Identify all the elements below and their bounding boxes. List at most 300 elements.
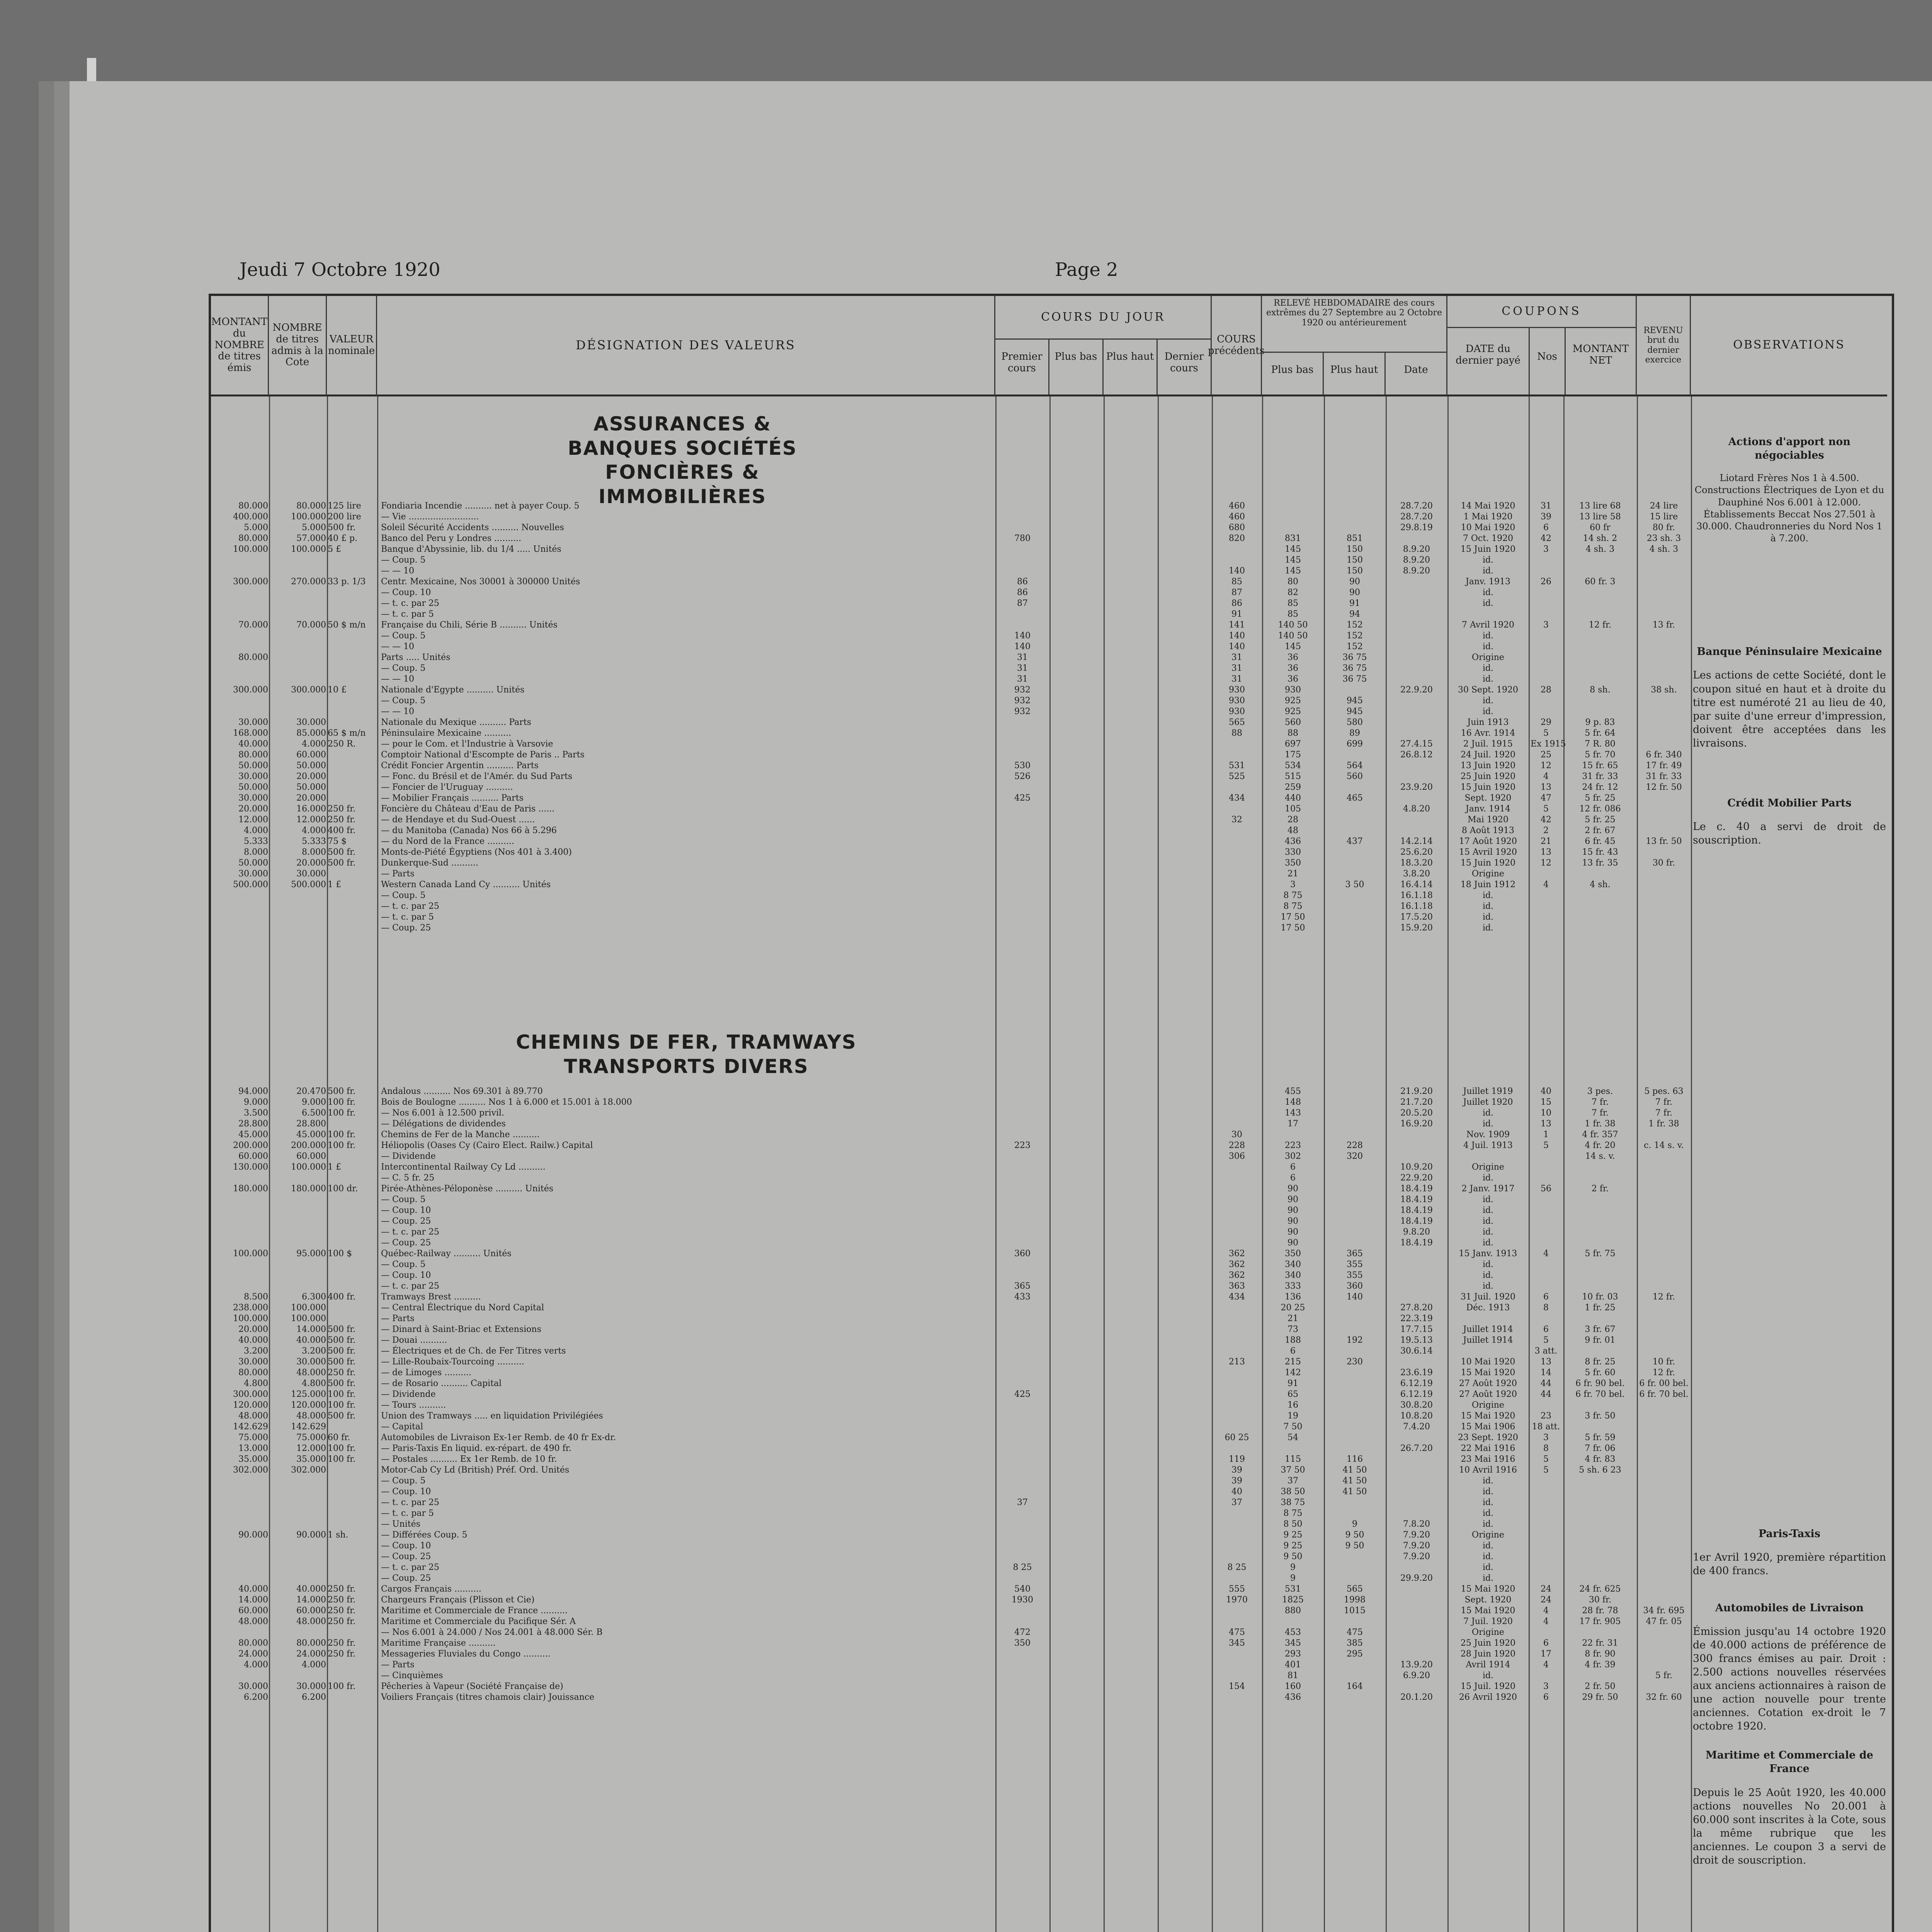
montant-cell: 50.000 xyxy=(238,761,268,770)
releve-bas-cell: 9 xyxy=(1290,1573,1296,1583)
releve-haut-cell: 36 75 xyxy=(1342,674,1367,684)
montant-cell: 60.000 xyxy=(238,1151,268,1161)
designation-cell: — — 10 xyxy=(381,642,414,651)
precedent-cell: 213 xyxy=(1229,1357,1245,1367)
montant-cell: 9.000 xyxy=(244,1097,268,1107)
montant-cell: 142.629 xyxy=(233,1422,268,1432)
releve-date-cell: 20.5.20 xyxy=(1400,1108,1433,1118)
premier-cell: 780 xyxy=(1014,534,1031,543)
coupon-date-cell: id. xyxy=(1482,1119,1494,1129)
obs-5-text: Depuis le 25 Août 1920, les 40.000 actions nouvelles No 20.001 à 60.000 sont inscrites à la Cote, sous la même rubrique que les anciennes. Le coupon 3 a servi de droit de souscription. xyxy=(1693,1786,1886,1867)
nombre-cell: 12.000 xyxy=(296,815,326,825)
premier-cell: 140 xyxy=(1014,631,1031,641)
montant-cell: 30.000 xyxy=(238,1357,268,1367)
coupon-date-cell: id. xyxy=(1482,1195,1494,1204)
revenu-cell: 6 fr. 00 bel. xyxy=(1639,1379,1689,1388)
releve-date-cell: 16.1.18 xyxy=(1400,891,1433,900)
releve-haut-cell: 699 xyxy=(1347,739,1363,749)
designation-cell: — du Nord de la France .......... xyxy=(381,837,514,846)
designation-cell: Fondiaria Incendie .......... net à payer Coup. 5 xyxy=(381,501,580,511)
coupon-num-cell: 4 xyxy=(1543,880,1549,889)
releve-date-cell: 18.4.19 xyxy=(1400,1206,1433,1215)
valeur-cell: 100 fr. xyxy=(328,1389,356,1399)
nombre-cell: 100.000 xyxy=(291,1314,326,1323)
coupon-date-cell: id. xyxy=(1482,1671,1494,1680)
releve-date-cell: 14.2.14 xyxy=(1400,837,1433,846)
coupon-date-cell: 13 Juin 1920 xyxy=(1460,761,1516,770)
premier-cell: 433 xyxy=(1014,1292,1031,1302)
montant-cell: 4.000 xyxy=(244,826,268,835)
montant-cell: 180.000 xyxy=(233,1184,268,1194)
montant-cell: 500.000 xyxy=(233,880,268,889)
designation-cell: — t. c. par 25 xyxy=(381,599,439,608)
montant-cell: 130.000 xyxy=(233,1162,268,1172)
designation-cell: Crédit Foncier Argentin .......... Parts xyxy=(381,761,539,770)
premier-cell: 932 xyxy=(1014,707,1031,716)
montant-cell: 300.000 xyxy=(233,1389,268,1399)
releve-date-cell: 15.9.20 xyxy=(1400,923,1433,933)
releve-bas-cell: 7 50 xyxy=(1283,1422,1303,1432)
releve-date-cell: 10.8.20 xyxy=(1400,1411,1433,1421)
valeur-cell: 100 fr. xyxy=(328,1108,356,1118)
nombre-cell: 35.000 xyxy=(296,1454,326,1464)
montant-cell: 400.000 xyxy=(233,512,268,522)
col-releve-date: Date xyxy=(1404,364,1428,376)
designation-cell: Pêcheries à Vapeur (Société Française de) xyxy=(381,1682,563,1691)
coupon-date-cell: id. xyxy=(1482,1476,1494,1486)
releve-haut-cell: 36 75 xyxy=(1342,663,1367,673)
coupon-num-cell: 4 xyxy=(1543,1617,1549,1626)
coupon-date-cell: id. xyxy=(1482,1563,1494,1572)
valeur-cell: 1 sh. xyxy=(328,1530,349,1540)
coupon-num-cell: 14 xyxy=(1541,1368,1551,1378)
nombre-cell: 4.000 xyxy=(302,1660,326,1670)
montant-net-cell: 3 fr. 50 xyxy=(1585,1411,1616,1421)
premier-cell: 932 xyxy=(1014,685,1031,695)
montant-cell: 60.000 xyxy=(238,1606,268,1616)
valeur-cell: 500 fr. xyxy=(328,1087,356,1096)
montant-net-cell: 4 fr. 39 xyxy=(1585,1660,1616,1670)
premier-cell: 31 xyxy=(1017,674,1028,684)
coupon-date-cell: Origine xyxy=(1472,869,1504,879)
coupon-num-cell: 18 att. xyxy=(1532,1422,1560,1432)
releve-haut-cell: 90 xyxy=(1349,588,1360,597)
col-releve-haut: Plus haut xyxy=(1324,353,1386,395)
precedent-cell: 140 xyxy=(1229,566,1245,576)
valeur-cell: 400 fr. xyxy=(328,1292,356,1302)
coupon-num-cell: 8 xyxy=(1543,1444,1549,1453)
premier-cell: 87 xyxy=(1017,599,1028,608)
designation-cell: Parts ..... Unités xyxy=(381,653,451,662)
obs-4-title: Automobiles de Livraison xyxy=(1715,1602,1864,1614)
montant-net-cell: 8 sh. xyxy=(1590,685,1611,695)
releve-bas-cell: 91 xyxy=(1287,1379,1298,1388)
releve-date-cell: 13.9.20 xyxy=(1400,1660,1433,1670)
designation-cell: Soleil Sécurité Accidents .......... Nouvelles xyxy=(381,523,564,532)
releve-bas-cell: 38 50 xyxy=(1281,1487,1305,1497)
valeur-cell: 400 fr. xyxy=(328,826,356,835)
montant-cell: 20.000 xyxy=(238,804,268,814)
releve-haut-cell: 36 75 xyxy=(1342,653,1367,662)
coupon-date-cell: id. xyxy=(1482,555,1494,565)
precedent-cell: 930 xyxy=(1229,696,1245,706)
valeur-cell: 250 fr. xyxy=(328,1617,356,1626)
montant-net-cell: 6 fr. 45 xyxy=(1585,837,1616,846)
montant-net-cell: 29 fr. 50 xyxy=(1582,1692,1618,1702)
col-designation: DÉSIGNATION DES VALEURS xyxy=(377,296,995,396)
premier-cell: 37 xyxy=(1017,1498,1028,1507)
valeur-cell: 500 fr. xyxy=(328,523,356,532)
releve-date-cell: 18.4.19 xyxy=(1400,1216,1433,1226)
releve-date-cell: 18.3.20 xyxy=(1400,858,1433,868)
coupon-num-cell: 6 xyxy=(1543,1292,1549,1302)
coupon-num-cell: 26 xyxy=(1541,577,1551,587)
section-title-chemins-de-fer: CHEMINS DE FER, TRAMWAYS TRANSPORTS DIVERS xyxy=(516,1031,857,1078)
coupon-num-cell: 23 xyxy=(1541,1411,1551,1421)
releve-haut-cell: 851 xyxy=(1347,534,1363,543)
premier-cell: 365 xyxy=(1014,1281,1031,1291)
designation-cell: — Douai .......... xyxy=(381,1335,447,1345)
releve-bas-cell: 340 xyxy=(1285,1260,1301,1269)
releve-bas-cell: 105 xyxy=(1285,804,1301,814)
premier-cell: 540 xyxy=(1014,1584,1031,1594)
montant-net-cell: 15 fr. 43 xyxy=(1582,847,1618,857)
header-page-number: Page 2 xyxy=(1055,259,1118,281)
premier-cell: 932 xyxy=(1014,696,1031,706)
coupon-num-cell: 42 xyxy=(1541,815,1551,825)
releve-date-cell: 27.8.20 xyxy=(1400,1303,1433,1313)
nombre-cell: 75.000 xyxy=(296,1433,326,1442)
coupon-num-cell: 5 xyxy=(1543,728,1549,738)
montant-net-cell: 60 fr xyxy=(1590,523,1611,532)
coupon-num-cell: 6 xyxy=(1543,1692,1549,1702)
coupon-num-cell: 4 xyxy=(1543,1606,1549,1616)
revenu-cell: 47 fr. 05 xyxy=(1646,1617,1682,1626)
coupon-num-cell: 13 xyxy=(1541,847,1551,857)
valeur-cell: 250 fr. xyxy=(328,1595,356,1605)
coupon-num-cell: 4 xyxy=(1543,772,1549,781)
revenu-cell: c. 14 s. v. xyxy=(1644,1141,1684,1150)
nombre-cell: 100.000 xyxy=(291,512,326,522)
releve-bas-cell: 90 xyxy=(1287,1195,1298,1204)
releve-bas-cell: 143 xyxy=(1285,1108,1301,1118)
releve-bas-cell: 9 25 xyxy=(1283,1530,1303,1540)
coupon-date-cell: 14 Mai 1920 xyxy=(1461,501,1515,511)
montant-cell: 80.000 xyxy=(238,653,268,662)
coupon-num-cell: 5 xyxy=(1543,1335,1549,1345)
valeur-cell: 100 fr. xyxy=(328,1444,356,1453)
revenu-cell: 17 fr. 49 xyxy=(1646,761,1682,770)
coupon-num-cell: 3 att. xyxy=(1534,1346,1558,1356)
montant-cell: 20.000 xyxy=(238,1325,268,1334)
designation-cell: Voiliers Français (titres chamois clair) Jouissance xyxy=(381,1692,595,1702)
designation-cell: — Coup. 5 xyxy=(381,1260,426,1269)
montant-net-cell: 7 R. 80 xyxy=(1585,739,1616,749)
releve-haut-cell: 140 xyxy=(1347,1292,1363,1302)
releve-haut-cell: 385 xyxy=(1347,1638,1363,1648)
releve-bas-cell: 3 xyxy=(1290,880,1296,889)
releve-date-cell: 7.4.20 xyxy=(1403,1422,1430,1432)
coupon-date-cell: 15 Avril 1920 xyxy=(1459,847,1517,857)
designation-cell: Nationale du Mexique .......... Parts xyxy=(381,718,531,727)
montant-net-cell: 5 fr. 70 xyxy=(1585,750,1616,760)
releve-haut-cell: 90 xyxy=(1349,577,1360,587)
designation-cell: Intercontinental Railway Cy Ld .......... xyxy=(381,1162,546,1172)
coupon-num-cell: 29 xyxy=(1541,718,1551,727)
designation-cell: — Nos 6.001 à 12.500 privil. xyxy=(381,1108,504,1118)
designation-cell: — — 10 xyxy=(381,707,414,716)
coupon-date-cell: 7 Avril 1920 xyxy=(1462,620,1514,630)
header-date: Jeudi 7 Octobre 1920 xyxy=(240,259,440,281)
releve-bas-cell: 6 xyxy=(1290,1162,1296,1172)
coupon-date-cell: id. xyxy=(1482,1173,1494,1183)
valeur-cell: 250 R. xyxy=(328,739,356,749)
releve-bas-cell: 293 xyxy=(1285,1649,1301,1659)
montant-net-cell: 6 fr. 90 bel. xyxy=(1575,1379,1625,1388)
designation-cell: Nationale d'Egypte .......... Unités xyxy=(381,685,525,695)
valeur-cell: 500 fr. xyxy=(328,858,356,868)
releve-title: RELEVÉ HEBDOMADAIRE des cours extrêmes du 27 Septembre au 2 Octobre 1920 ou antérieurement xyxy=(1262,296,1446,353)
montant-cell: 70.000 xyxy=(238,620,268,630)
designation-cell: — t. c. par 25 xyxy=(381,1227,439,1237)
releve-bas-cell: 455 xyxy=(1285,1087,1301,1096)
coupon-date-cell: id. xyxy=(1482,1260,1494,1269)
obs-2-title: Crédit Mobilier Parts xyxy=(1727,797,1852,809)
coupon-date-cell: 16 Avr. 1914 xyxy=(1461,728,1515,738)
coupon-date-cell: id. xyxy=(1482,1206,1494,1215)
releve-bas-cell: 534 xyxy=(1285,761,1301,770)
montant-net-cell: 28 fr. 78 xyxy=(1582,1606,1618,1616)
coupon-num-cell: 10 xyxy=(1541,1108,1551,1118)
montant-net-cell: 6 fr. 70 bel. xyxy=(1575,1389,1625,1399)
designation-cell: — t. c. par 25 xyxy=(381,1281,439,1291)
premier-cell: 8 25 xyxy=(1013,1563,1032,1572)
releve-date-cell: 16.9.20 xyxy=(1400,1119,1433,1129)
releve-bas-cell: 90 xyxy=(1287,1206,1298,1215)
releve-date-cell: 16.4.14 xyxy=(1400,880,1433,889)
valeur-cell: 250 fr. xyxy=(328,804,356,814)
revenu-cell: 4 sh. 3 xyxy=(1649,544,1679,554)
montant-cell: 300.000 xyxy=(233,577,268,587)
designation-cell: — — 10 xyxy=(381,566,414,576)
valeur-cell: 1 £ xyxy=(328,880,341,889)
precedent-cell: 362 xyxy=(1229,1270,1245,1280)
coupon-date-cell: 24 Juil. 1920 xyxy=(1460,750,1516,760)
releve-bas-cell: 880 xyxy=(1285,1606,1301,1616)
releve-haut-cell: 365 xyxy=(1347,1249,1363,1259)
coupon-date-cell: 25 Juin 1920 xyxy=(1460,1638,1516,1648)
coupon-date-cell: 18 Juin 1912 xyxy=(1460,880,1516,889)
precedent-cell: 345 xyxy=(1229,1638,1245,1648)
designation-cell: — Paris-Taxis En liquid. ex-répart. de 490 fr. xyxy=(381,1444,571,1453)
releve-bas-cell: 65 xyxy=(1287,1389,1298,1399)
designation-cell: — de Hendaye et du Sud-Ouest ...... xyxy=(381,815,535,825)
releve-bas-cell: 148 xyxy=(1285,1097,1301,1107)
releve-haut-cell: 41 50 xyxy=(1342,1487,1367,1497)
coupon-date-cell: id. xyxy=(1482,663,1494,673)
releve-haut-cell: 360 xyxy=(1347,1281,1363,1291)
releve-haut-cell: 94 xyxy=(1349,609,1360,619)
nombre-cell: 60.000 xyxy=(296,1151,326,1161)
designation-cell: — Parts xyxy=(381,1660,415,1670)
coupon-date-cell: 8 Août 1913 xyxy=(1461,826,1515,835)
coupon-num-cell: 6 xyxy=(1543,523,1549,532)
coupon-num-cell: 3 xyxy=(1543,1433,1549,1442)
revenu-cell: 1 fr. 38 xyxy=(1648,1119,1679,1129)
premier-cell: 350 xyxy=(1014,1638,1031,1648)
premier-cell: 31 xyxy=(1017,653,1028,662)
coupon-date-cell: id. xyxy=(1482,923,1494,933)
montant-net-cell: 30 fr. xyxy=(1588,1595,1612,1605)
col-cours-precedents: COURS précédents xyxy=(1212,296,1262,396)
coupon-date-cell: 22 Mai 1916 xyxy=(1461,1444,1515,1453)
releve-date-cell: 22.9.20 xyxy=(1400,1173,1433,1183)
valeur-cell: 100 fr. xyxy=(328,1141,356,1150)
releve-bas-cell: 223 xyxy=(1285,1141,1301,1150)
montant-cell: 45.000 xyxy=(238,1130,268,1139)
coupon-date-cell: Origine xyxy=(1472,1162,1504,1172)
col-dernier: Dernier cours xyxy=(1164,351,1204,374)
precedent-cell: 87 xyxy=(1231,588,1242,597)
designation-cell: — Coup. 25 xyxy=(381,923,431,933)
valeur-cell: 500 fr. xyxy=(328,1411,356,1421)
coupon-date-cell: 4 Juil. 1913 xyxy=(1463,1141,1513,1150)
precedent-cell: 363 xyxy=(1229,1281,1245,1291)
coupon-date-cell: Sept. 1920 xyxy=(1464,793,1512,803)
designation-cell: Tramways Brest .......... xyxy=(381,1292,481,1302)
nombre-cell: 14.000 xyxy=(296,1595,326,1605)
releve-bas-cell: 80 xyxy=(1287,577,1298,587)
releve-date-cell: 7.9.20 xyxy=(1403,1541,1430,1551)
releve-bas-cell: 925 xyxy=(1285,707,1301,716)
designation-cell: Western Canada Land Cy .......... Unités xyxy=(381,880,551,889)
nombre-cell: 40.000 xyxy=(296,1584,326,1594)
montant-cell: 3.500 xyxy=(244,1108,268,1118)
precedent-cell: 434 xyxy=(1229,793,1245,803)
releve-date-cell: 7.9.20 xyxy=(1403,1552,1430,1561)
valeur-cell: 1 £ xyxy=(328,1162,341,1172)
coupon-date-cell: id. xyxy=(1482,1238,1494,1248)
coupon-date-cell: 10 Mai 1920 xyxy=(1461,1357,1515,1367)
coupon-date-cell: id. xyxy=(1482,599,1494,608)
releve-date-cell: 26.8.12 xyxy=(1400,750,1433,760)
nombre-cell: 4.000 xyxy=(302,739,326,749)
designation-cell: Banco del Peru y Londres .......... xyxy=(381,534,521,543)
valeur-cell: 100 fr. xyxy=(328,1400,356,1410)
valeur-cell: 125 lire xyxy=(328,501,361,511)
precedent-cell: 8 25 xyxy=(1227,1563,1247,1572)
coupon-date-cell: Janv. 1913 xyxy=(1466,577,1510,587)
designation-cell: — Coup. 5 xyxy=(381,1195,426,1204)
premier-cell: 472 xyxy=(1014,1628,1031,1637)
nombre-cell: 50.000 xyxy=(296,782,326,792)
montant-cell: 100.000 xyxy=(233,544,268,554)
premier-cell: 1930 xyxy=(1012,1595,1033,1605)
releve-haut-cell: 152 xyxy=(1347,631,1363,641)
coupon-num-cell: 12 xyxy=(1541,858,1551,868)
revenu-cell: 24 lire xyxy=(1650,501,1678,511)
releve-haut-cell: 150 xyxy=(1347,544,1363,554)
montant-net-cell: 2 fr. 50 xyxy=(1585,1682,1616,1691)
precedent-cell: 31 xyxy=(1231,663,1242,673)
coupon-date-cell: id. xyxy=(1482,1519,1494,1529)
designation-cell: — Vie .......................... xyxy=(381,512,479,522)
montant-cell: 300.000 xyxy=(233,685,268,695)
releve-haut-cell: 295 xyxy=(1347,1649,1363,1659)
releve-date-cell: 20.1.20 xyxy=(1400,1692,1433,1702)
montant-cell: 200.000 xyxy=(233,1141,268,1150)
designation-cell: Centr. Mexicaine, Nos 30001 à 300000 Unités xyxy=(381,577,580,587)
coupon-date-cell: 23 Mai 1916 xyxy=(1461,1454,1515,1464)
col-montant: MONTANT du NOMBRE de titres émis xyxy=(211,296,269,396)
nombre-cell: 28.800 xyxy=(296,1119,326,1129)
montant-cell: 48.000 xyxy=(238,1617,268,1626)
releve-bas-cell: 6 xyxy=(1290,1346,1296,1356)
coupon-num-cell: 39 xyxy=(1541,512,1551,522)
releve-haut-cell: 192 xyxy=(1347,1335,1363,1345)
montant-net-cell: 4 sh. xyxy=(1590,880,1611,889)
releve-haut-cell: 150 xyxy=(1347,566,1363,576)
premier-cell: 360 xyxy=(1014,1249,1031,1259)
releve-bas-cell: 401 xyxy=(1285,1660,1301,1670)
coupon-num-cell: 5 xyxy=(1543,1465,1549,1475)
releve-haut-cell: 9 xyxy=(1352,1519,1357,1529)
valeur-cell: 100 dr. xyxy=(328,1184,358,1194)
montant-net-cell: 7 fr. xyxy=(1591,1097,1609,1107)
coupon-date-cell: 7 Juil. 1920 xyxy=(1463,1617,1513,1626)
montant-net-cell: 12 fr. xyxy=(1588,620,1612,630)
releve-bas-cell: 115 xyxy=(1285,1454,1301,1464)
nombre-cell: 4.800 xyxy=(302,1379,326,1388)
releve-bas-cell: 8 75 xyxy=(1283,891,1303,900)
releve-haut-cell: 560 xyxy=(1347,772,1363,781)
montant-cell: 24.000 xyxy=(238,1649,268,1659)
valeur-cell: 500 fr. xyxy=(328,847,356,857)
montant-cell: 6.200 xyxy=(244,1692,268,1702)
montant-net-cell: 5 fr. 60 xyxy=(1585,1368,1616,1378)
nombre-cell: 270.000 xyxy=(291,577,326,587)
designation-cell: Héliopolis (Oases Cy (Cairo Elect. Railw.) Capital xyxy=(381,1141,593,1150)
designation-cell: — Délégations de dividendes xyxy=(381,1119,506,1129)
releve-date-cell: 8.9.20 xyxy=(1403,544,1430,554)
releve-bas-cell: 19 xyxy=(1287,1411,1298,1421)
releve-bas-cell: 9 xyxy=(1290,1563,1296,1572)
nombre-cell: 95.000 xyxy=(296,1249,326,1259)
newspaper-page xyxy=(70,81,1932,1932)
coupon-num-cell: 12 xyxy=(1541,761,1551,770)
releve-bas-cell: 145 xyxy=(1285,566,1301,576)
revenu-cell: 5 pes. 63 xyxy=(1644,1087,1684,1096)
precedent-cell: 930 xyxy=(1229,685,1245,695)
releve-bas-cell: 142 xyxy=(1285,1368,1301,1378)
releve-haut-cell: 164 xyxy=(1347,1682,1363,1691)
nombre-cell: 50.000 xyxy=(296,761,326,770)
precedent-cell: 40 xyxy=(1231,1487,1242,1497)
releve-bas-cell: 17 xyxy=(1287,1119,1298,1129)
nombre-cell: 4.000 xyxy=(302,826,326,835)
releve-haut-cell: 230 xyxy=(1347,1357,1363,1367)
releve-date-cell: 25.6.20 xyxy=(1400,847,1433,857)
coupon-num-cell: 5 xyxy=(1543,1454,1549,1464)
designation-cell: — Coup. 5 xyxy=(381,631,426,641)
releve-bas-cell: 160 xyxy=(1285,1682,1301,1691)
releve-haut-cell: 565 xyxy=(1347,1584,1363,1594)
montant-net-cell: 3 fr. 67 xyxy=(1585,1325,1616,1334)
montant-net-cell: 60 fr. 3 xyxy=(1585,577,1616,587)
valeur-cell: 250 fr. xyxy=(328,1606,356,1616)
cours-du-jour-title: COURS DU JOUR xyxy=(995,296,1211,340)
coupon-date-cell: 27 Août 1920 xyxy=(1459,1379,1517,1388)
